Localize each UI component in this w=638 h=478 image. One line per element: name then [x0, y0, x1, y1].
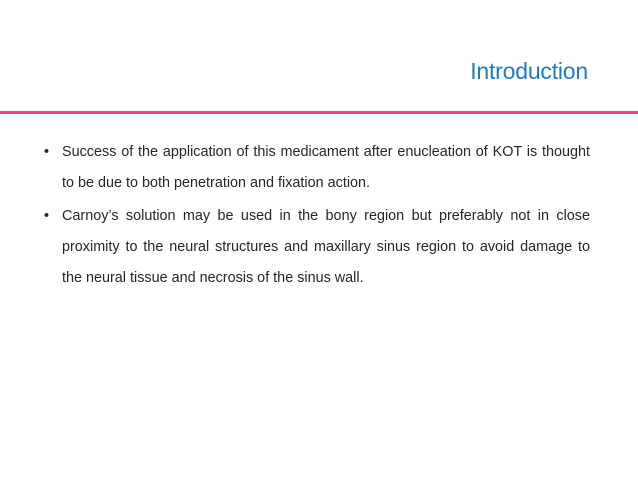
bullet-text: Success of the application of this medicament after enucleation of KOT is thought to be due to both penetration and fixation action.	[62, 144, 590, 191]
slide-title: Introduction	[470, 58, 588, 84]
title-divider	[0, 111, 638, 114]
bullet-item	[44, 201, 590, 294]
bullet-icon: •	[44, 208, 50, 224]
bullet-text: Carnoy’s solution may be used in the bony region but preferably not in close proximity to the neural structures and maxillary sinus region to avoid damage to the neural tissue and necrosis of the sinus wall.	[62, 208, 590, 286]
bullet-list	[44, 137, 590, 296]
bullet-item	[44, 137, 590, 199]
bullet-icon: •	[44, 144, 50, 160]
